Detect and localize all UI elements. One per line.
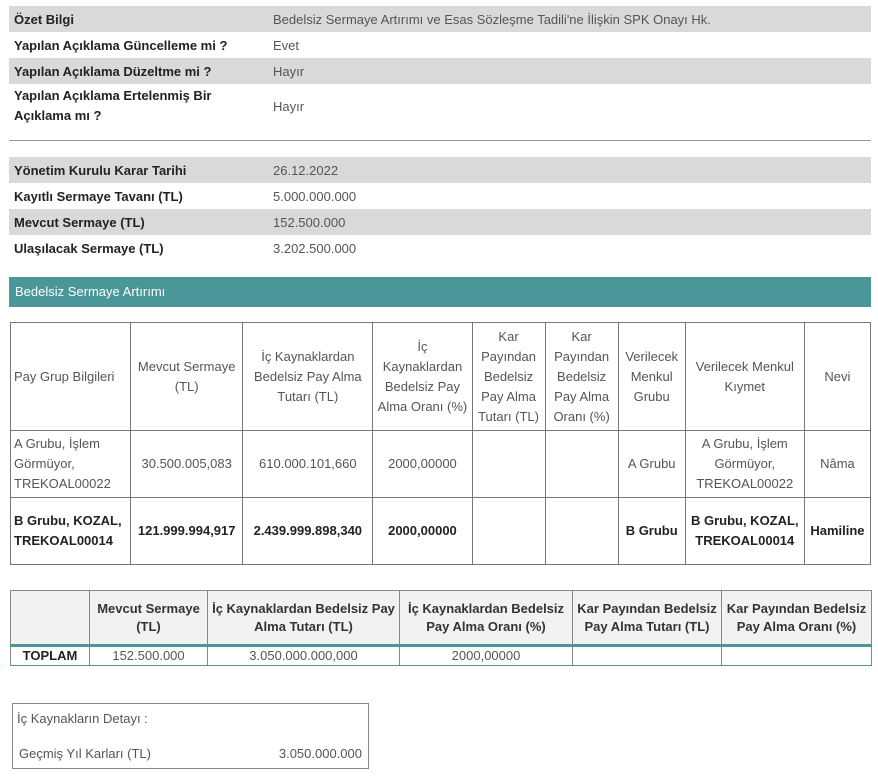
capital-label: Kayıtlı Sermaye Tavanı (TL): [9, 183, 268, 209]
col-header: Nevi: [804, 323, 870, 431]
cell-group-info: B Grubu, KOZAL, TREKOAL00014: [11, 498, 131, 565]
detail-row-label: Geçmiş Yıl Karları (TL): [19, 746, 151, 761]
detail-row-value: 3.050.000.000: [278, 746, 362, 761]
col-header: Pay Grup Bilgileri: [11, 323, 131, 431]
capital-row: [9, 183, 871, 209]
summary-label: Yapılan Açıklama Güncelleme mi ?: [9, 32, 268, 58]
summary-label: Yapılan Açıklama Düzeltme mi ?: [9, 58, 268, 84]
cell-dividend-rate: [545, 431, 618, 498]
summary-value: Hayır: [268, 84, 871, 128]
capital-value: 26.12.2022: [268, 157, 871, 183]
cell-security: A Grubu, İşlem Görmüyor, TREKOAL00022: [685, 431, 804, 498]
cell-current-capital: 121.999.994,917: [131, 498, 243, 565]
summary-row: [9, 32, 871, 58]
cell-dividend-rate: [545, 498, 618, 565]
share-group-table: [10, 322, 871, 565]
summary-value: Evet: [268, 32, 871, 58]
cell-internal-amount: 2.439.999.898,340: [243, 498, 373, 565]
totals-col-header: İç Kaynaklardan Bedelsiz Pay Alma Tutarı (TL): [208, 591, 400, 646]
cell-dividend-amount: [472, 498, 545, 565]
totals-header-row: [11, 591, 872, 646]
cell-internal-rate: 2000,00000: [373, 498, 472, 565]
summary-value: Hayır: [268, 58, 871, 84]
col-header: İç Kaynaklardan Bedelsiz Pay Alma Oranı (%): [373, 323, 472, 431]
capital-label: Yönetim Kurulu Karar Tarihi: [9, 157, 268, 183]
capital-row: [9, 235, 871, 261]
cell-internal-amount: 610.000.101,660: [243, 431, 373, 498]
totals-value: [573, 646, 722, 666]
col-header: Mevcut Sermaye (TL): [131, 323, 243, 431]
cell-current-capital: 30.500.005,083: [131, 431, 243, 498]
capital-row: [9, 209, 871, 235]
table-row: [11, 431, 871, 498]
summary-label: Özet Bilgi: [9, 6, 268, 32]
cell-type: Nâma: [804, 431, 870, 498]
capital-label: Mevcut Sermaye (TL): [9, 209, 268, 235]
totals-corner: [11, 591, 90, 646]
summary-label: Yapılan Açıklama Ertelenmiş Bir Açıklama mı ?: [9, 84, 268, 128]
divider: [9, 140, 871, 141]
col-header: İç Kaynaklardan Bedelsiz Pay Alma Tutarı (TL): [243, 323, 373, 431]
capital-value: 5.000.000.000: [268, 183, 871, 209]
totals-value: [722, 646, 872, 666]
cell-type: Hamiline: [804, 498, 870, 565]
detail-box: [12, 703, 369, 769]
totals-label: TOPLAM: [11, 646, 90, 666]
capital-label: Ulaşılacak Sermaye (TL): [9, 235, 268, 261]
totals-col-header: Kar Payından Bedelsiz Pay Alma Tutarı (TL): [573, 591, 722, 646]
detail-title: İç Kaynakların Detayı :: [17, 711, 148, 726]
col-header: Kar Payından Bedelsiz Pay Alma Tutarı (TL): [472, 323, 545, 431]
totals-col-header: İç Kaynaklardan Bedelsiz Pay Alma Oranı (%): [400, 591, 573, 646]
totals-value: 3.050.000.000,000: [208, 646, 400, 666]
totals-col-header: Kar Payından Bedelsiz Pay Alma Oranı (%): [722, 591, 872, 646]
summary-table: [9, 6, 871, 128]
cell-security-group: A Grubu: [618, 431, 685, 498]
summary-row: [9, 58, 871, 84]
cell-security: B Grubu, KOZAL, TREKOAL00014: [685, 498, 804, 565]
col-header: Verilecek Menkul Grubu: [618, 323, 685, 431]
table-row: [11, 498, 871, 565]
cell-internal-rate: 2000,00000: [373, 431, 472, 498]
cell-dividend-amount: [472, 431, 545, 498]
capital-value: 152.500.000: [268, 209, 871, 235]
totals-value: 152.500.000: [90, 646, 208, 666]
summary-value: Bedelsiz Sermaye Artırımı ve Esas Sözleşme Tadili'ne İlişkin SPK Onayı Hk.: [268, 6, 871, 32]
header-row: [11, 323, 871, 431]
totals-value: 2000,00000: [400, 646, 573, 666]
cell-security-group: B Grubu: [618, 498, 685, 565]
totals-col-header: Mevcut Sermaye (TL): [90, 591, 208, 646]
capital-table: [9, 157, 871, 261]
capital-value: 3.202.500.000: [268, 235, 871, 261]
section-title: Bedelsiz Sermaye Artırımı: [9, 277, 871, 307]
totals-row: [11, 646, 872, 666]
capital-row: [9, 157, 871, 183]
summary-row: [9, 84, 871, 128]
totals-table: [10, 590, 872, 666]
col-header: Verilecek Menkul Kıymet: [685, 323, 804, 431]
cell-group-info: A Grubu, İşlem Görmüyor, TREKOAL00022: [11, 431, 131, 498]
col-header: Kar Payından Bedelsiz Pay Alma Oranı (%): [545, 323, 618, 431]
summary-row: [9, 6, 871, 32]
